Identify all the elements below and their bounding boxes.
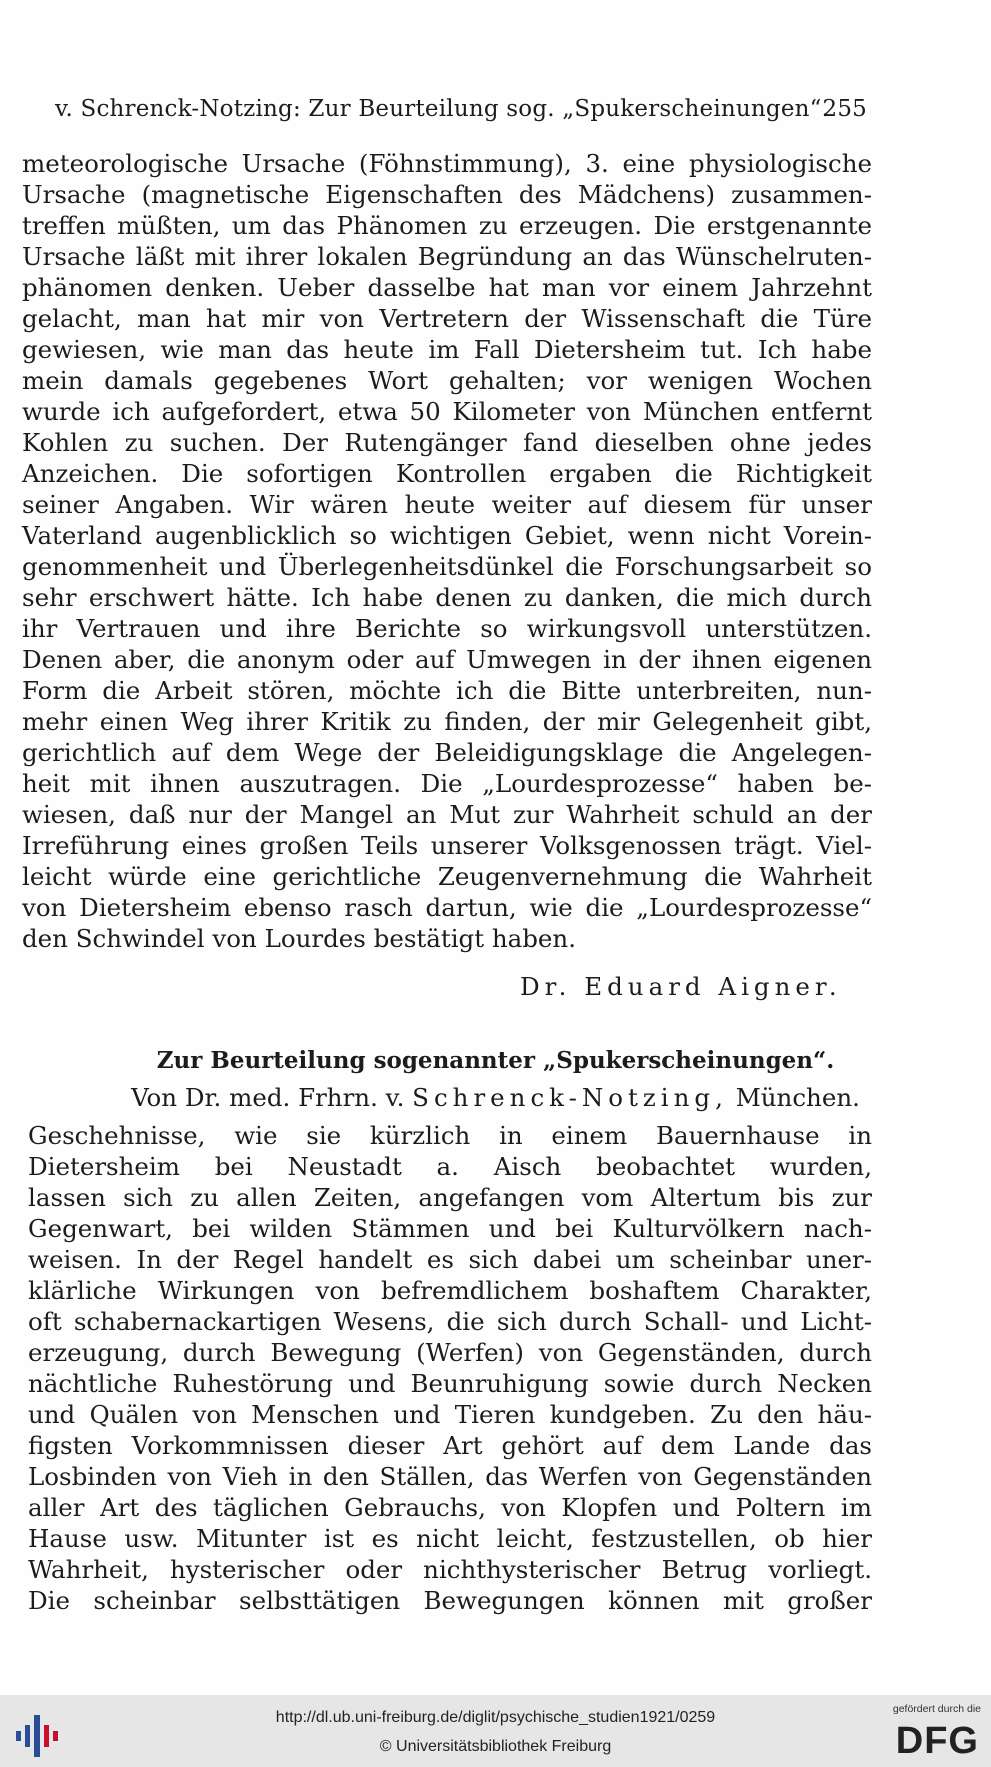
text-line: figsten Vorkommnissen dieser Art gehört auf dem Lande das: [28, 1431, 872, 1460]
text-line: weisen. In der Regel handelt es sich dabei um scheinbar uner-: [28, 1245, 872, 1274]
text-line: Wahrheit, hysterischer oder nichthysterischer Betrug vorliegt.: [28, 1555, 872, 1584]
running-header: [55, 96, 867, 122]
text-line: Kohlen zu suchen. Der Rutengänger fand dieselben ohne jedes: [22, 428, 872, 457]
text-line: und Quälen von Menschen und Tieren kundgeben. Zu den häu-: [28, 1400, 872, 1429]
text-line: seiner Angaben. Wir wären heute weiter auf diesem für unser: [22, 490, 872, 519]
text-line: Hause usw. Mitunter ist es nicht leicht, festzustellen, ob hier: [28, 1524, 872, 1553]
text-line: treffen müßten, um das Phänomen zu erzeugen. Die erstgenannte: [22, 211, 872, 240]
byline: [0, 1083, 991, 1112]
text-line: mehr einen Weg ihrer Kritik zu finden, der mir Gelegenheit gibt,: [22, 707, 872, 736]
text-line: Losbinden von Vieh in den Ställen, das Werfen von Gegenständen: [28, 1462, 872, 1491]
page-number: 255: [822, 96, 867, 122]
running-title: v. Schrenck-Notzing: Zur Beurteilung sog. „Spukerscheinungen“.: [55, 96, 830, 122]
dfg-caption: gefördert durch die: [892, 1703, 981, 1715]
dfg-logo: DFG: [895, 1720, 979, 1762]
text-line: leicht würde eine gerichtliche Zeugenvernehmung die Wahrheit: [22, 862, 872, 891]
text-line: Anzeichen. Die sofortigen Kontrollen ergaben die Richtigkeit: [22, 459, 872, 488]
text-line: ihr Vertrauen und ihre Berichte so wirkungsvoll unterstützen.: [22, 614, 872, 643]
text-line: phänomen denken. Ueber dasselbe hat man vor einem Jahrzehnt: [22, 273, 872, 302]
text-line: lassen sich zu allen Zeiten, angefangen vom Altertum bis zur: [28, 1183, 872, 1212]
text-line: Gegenwart, bei wilden Stämmen und bei Kulturvölkern nach-: [28, 1214, 872, 1243]
text-line: Ursache läßt mit ihrer lokalen Begründung an das Wünschelruten-: [22, 242, 872, 271]
article-schrenck-text: [28, 1120, 872, 1616]
article-aigner-text: [22, 148, 872, 954]
text-line: erzeugung, durch Bewegung (Werfen) von Gegenständen, durch: [28, 1338, 872, 1367]
text-line: gewiesen, wie man das heute im Fall Dietersheim tut. Ich habe: [22, 335, 872, 364]
text-line: Vaterland augenblicklich so wichtigen Gebiet, wenn nicht Vorein-: [22, 521, 872, 550]
text-line: Irreführung eines großen Teils unserer Volksgenossen trägt. Viel-: [22, 831, 872, 860]
viewer-footer: [0, 1695, 991, 1767]
text-line: heit mit ihnen auszutragen. Die „Lourdesprozesse“ haben be-: [22, 769, 872, 798]
byline-prefix: Von Dr. med. Frhrn. v.: [131, 1083, 405, 1112]
text-line: Ursache (magnetische Eigenschaften des Mädchens) zusammen-: [22, 180, 872, 209]
copyright-text: © Universitätsbibliothek Freiburg: [379, 1738, 612, 1755]
text-line: von Dietersheim ebenso rasch dartun, wie die „Lourdesprozesse“: [22, 893, 872, 922]
signature: Dr. Eduard Aigner.: [520, 972, 842, 1001]
text-line: den Schwindel von Lourdes bestätigt haben.: [22, 924, 576, 953]
byline-author: Schrenck-Notzing,: [412, 1083, 728, 1112]
text-line: Denen aber, die anonym oder auf Umwegen in der ihnen eigenen: [22, 645, 872, 674]
byline-place: München.: [735, 1083, 860, 1112]
text-line: Die scheinbar selbsttätigen Bewegungen können mit großer: [28, 1586, 872, 1615]
text-line: gelacht, man hat mir von Vertretern der Wissenschaft die Türe: [22, 304, 872, 333]
text-line: Dietersheim bei Neustadt a. Aisch beobachtet wurden,: [28, 1152, 872, 1181]
text-line: nächtliche Ruhestörung und Beunruhigung sowie durch Necken: [28, 1369, 872, 1398]
text-line: gerichtlich auf dem Wege der Beleidigungsklage die Angelegen-: [22, 738, 872, 767]
text-line: sehr erschwert hätte. Ich habe denen zu danken, die mich durch: [22, 583, 872, 612]
text-line: aller Art des täglichen Gebrauchs, von Klopfen und Poltern im: [28, 1493, 872, 1522]
text-line: Geschehnisse, wie sie kürzlich in einem Bauernhause in: [28, 1121, 872, 1150]
text-line: Form die Arbeit stören, möchte ich die Bitte unterbreiten, nun-: [22, 676, 872, 705]
text-line: mein damals gegebenes Wort gehalten; vor wenigen Wochen: [22, 366, 872, 395]
text-line: klärliche Wirkungen von befremdlichem boshaftem Charakter,: [28, 1276, 872, 1305]
text-line: wurde ich aufgefordert, etwa 50 Kilometer von München entfernt: [22, 397, 872, 426]
text-line: genommenheit und Überlegenheitsdünkel die Forschungsarbeit so: [22, 552, 872, 581]
permalink-link[interactable]: http://dl.ub.uni-freiburg.de/diglit/psychische_studien1921/0259: [275, 1709, 716, 1726]
text-line: wiesen, daß nur der Mangel an Mut zur Wahrheit schuld an der: [22, 800, 872, 829]
article-title: Zur Beurteilung sogenannter „Spukerscheinungen“.: [156, 1047, 835, 1074]
text-line: meteorologische Ursache (Föhnstimmung), 3. eine physiologische: [22, 149, 872, 178]
text-line: oft schabernackartigen Wesens, die sich durch Schall- und Licht-: [28, 1307, 872, 1336]
